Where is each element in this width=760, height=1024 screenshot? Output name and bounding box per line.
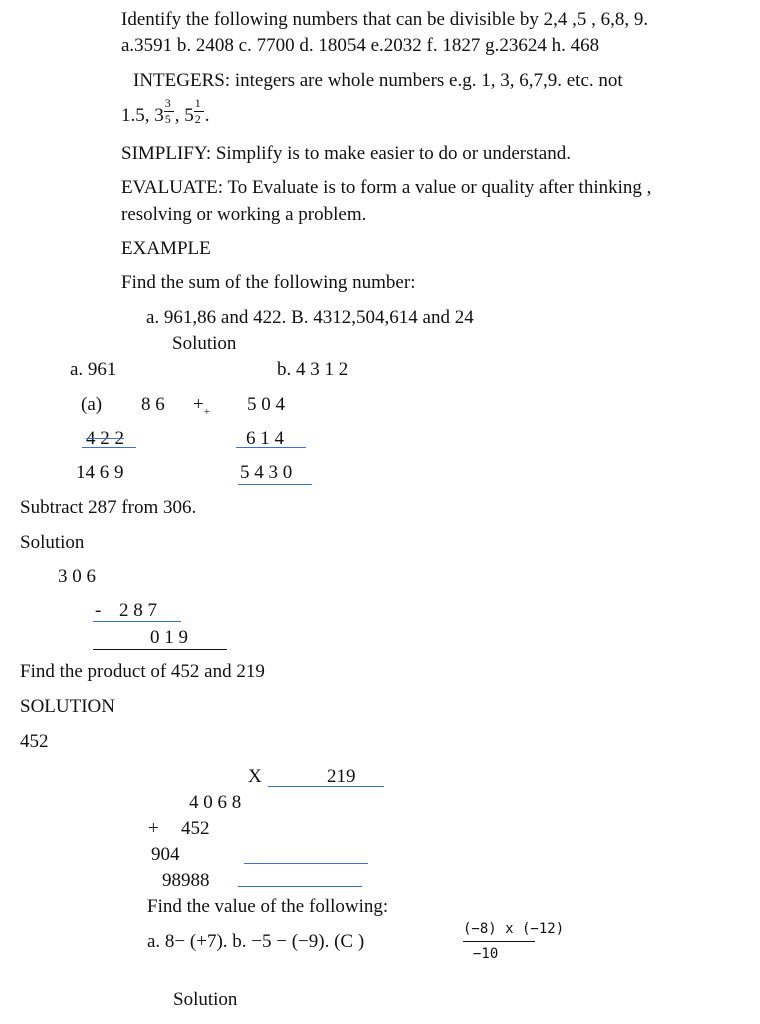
sum-b-second-number: 5 0 4 bbox=[247, 394, 285, 415]
sum-b-third-number: 6 1 4 bbox=[246, 428, 284, 449]
sum-a-third-number: 4 2 2 bbox=[86, 428, 124, 449]
solution-label: Solution bbox=[172, 333, 237, 354]
value-items-text: a. 8− (+7). b. −5 − (−9). (C ) bbox=[147, 931, 365, 952]
fraction-denominator: −10 bbox=[473, 946, 499, 962]
integers-end: . bbox=[204, 105, 210, 126]
product-result: 98988 bbox=[162, 870, 210, 891]
fraction-bar bbox=[463, 941, 535, 942]
plus-sign: $+_+$ bbox=[193, 394, 210, 418]
product-underline bbox=[268, 786, 384, 787]
product-solution-label: SOLUTION bbox=[20, 696, 115, 717]
sum-b-underline bbox=[236, 447, 306, 448]
result-underline bbox=[238, 886, 362, 887]
evaluate-definition-cont: resolving or working a problem. bbox=[121, 204, 367, 225]
integers-examples bbox=[121, 96, 210, 126]
evaluate-definition: EVALUATE: To Evaluate is to form a value or quality after thinking , bbox=[121, 177, 652, 198]
final-solution-label: Solution bbox=[173, 989, 238, 1010]
sum-b-first-number: b. 4 3 1 2 bbox=[277, 359, 349, 380]
subtract-underline bbox=[93, 621, 181, 622]
subtract-question: Subtract 287 from 306. bbox=[20, 497, 197, 518]
times-sign: X bbox=[248, 766, 262, 787]
sum-b-result-underline bbox=[238, 484, 312, 485]
example-heading: EXAMPLE bbox=[121, 238, 211, 259]
sum-a-sublabel: (a) bbox=[81, 394, 103, 415]
fraction-numerator: (−8) x (−12) bbox=[463, 921, 565, 937]
partial-underline bbox=[244, 863, 368, 864]
product-second-number: 219 bbox=[327, 766, 356, 787]
product-question: Find the product of 452 and 219 bbox=[20, 661, 265, 682]
sum-a-result: 14 6 9 bbox=[76, 462, 124, 483]
sum-a-first-number: a. 961 bbox=[70, 359, 117, 380]
integers-mid: , 5 bbox=[174, 105, 194, 126]
sum-a-second-number: 8 6 bbox=[141, 394, 165, 415]
sum-b-result: 5 4 3 0 bbox=[240, 462, 293, 483]
sum-question: Find the sum of the following number: bbox=[121, 272, 416, 293]
subtract-result: 0 1 9 bbox=[150, 627, 188, 648]
sum-a-underline bbox=[82, 447, 136, 448]
divisibility-question: Identify the following numbers that can be divisible by 2,4 ,5 , 6,8, 9. bbox=[121, 9, 649, 30]
value-items bbox=[147, 932, 364, 951]
partial-product-1: 4 0 6 8 bbox=[189, 792, 242, 813]
minus-sign: - bbox=[95, 600, 102, 621]
value-question: Find the value of the following: bbox=[147, 896, 389, 917]
partial-product-3: 904 bbox=[151, 844, 180, 865]
product-first-number: 452 bbox=[20, 731, 49, 752]
simplify-definition: SIMPLIFY: Simplify is to make easier to do or understand. bbox=[121, 143, 571, 164]
subtract-top-number: 3 0 6 bbox=[58, 566, 96, 587]
subtract-bottom-number: 2 8 7 bbox=[119, 600, 157, 621]
subtract-solution-label: Solution bbox=[20, 532, 85, 553]
integers-definition: INTEGERS: integers are whole numbers e.g. 1, 3, 6,7,9. etc. not bbox=[133, 70, 623, 91]
sum-items: a. 961,86 and 422. B. 4312,504,614 and 24 bbox=[146, 307, 474, 328]
plus-sign-product: + bbox=[148, 818, 159, 839]
divisibility-items: a.3591 b. 2408 c. 7700 d. 18054 e.2032 f. 1827 g.23624 h. 468 bbox=[121, 35, 600, 56]
subtract-result-line bbox=[93, 649, 227, 650]
integers-prefix: 1.5, 3 bbox=[121, 105, 164, 126]
partial-product-2: 452 bbox=[181, 818, 210, 839]
fraction-one-half: $\frac{1}{2}$ bbox=[194, 103, 205, 123]
fraction-three-fifths: $\frac{3}{5}$ bbox=[164, 103, 175, 123]
